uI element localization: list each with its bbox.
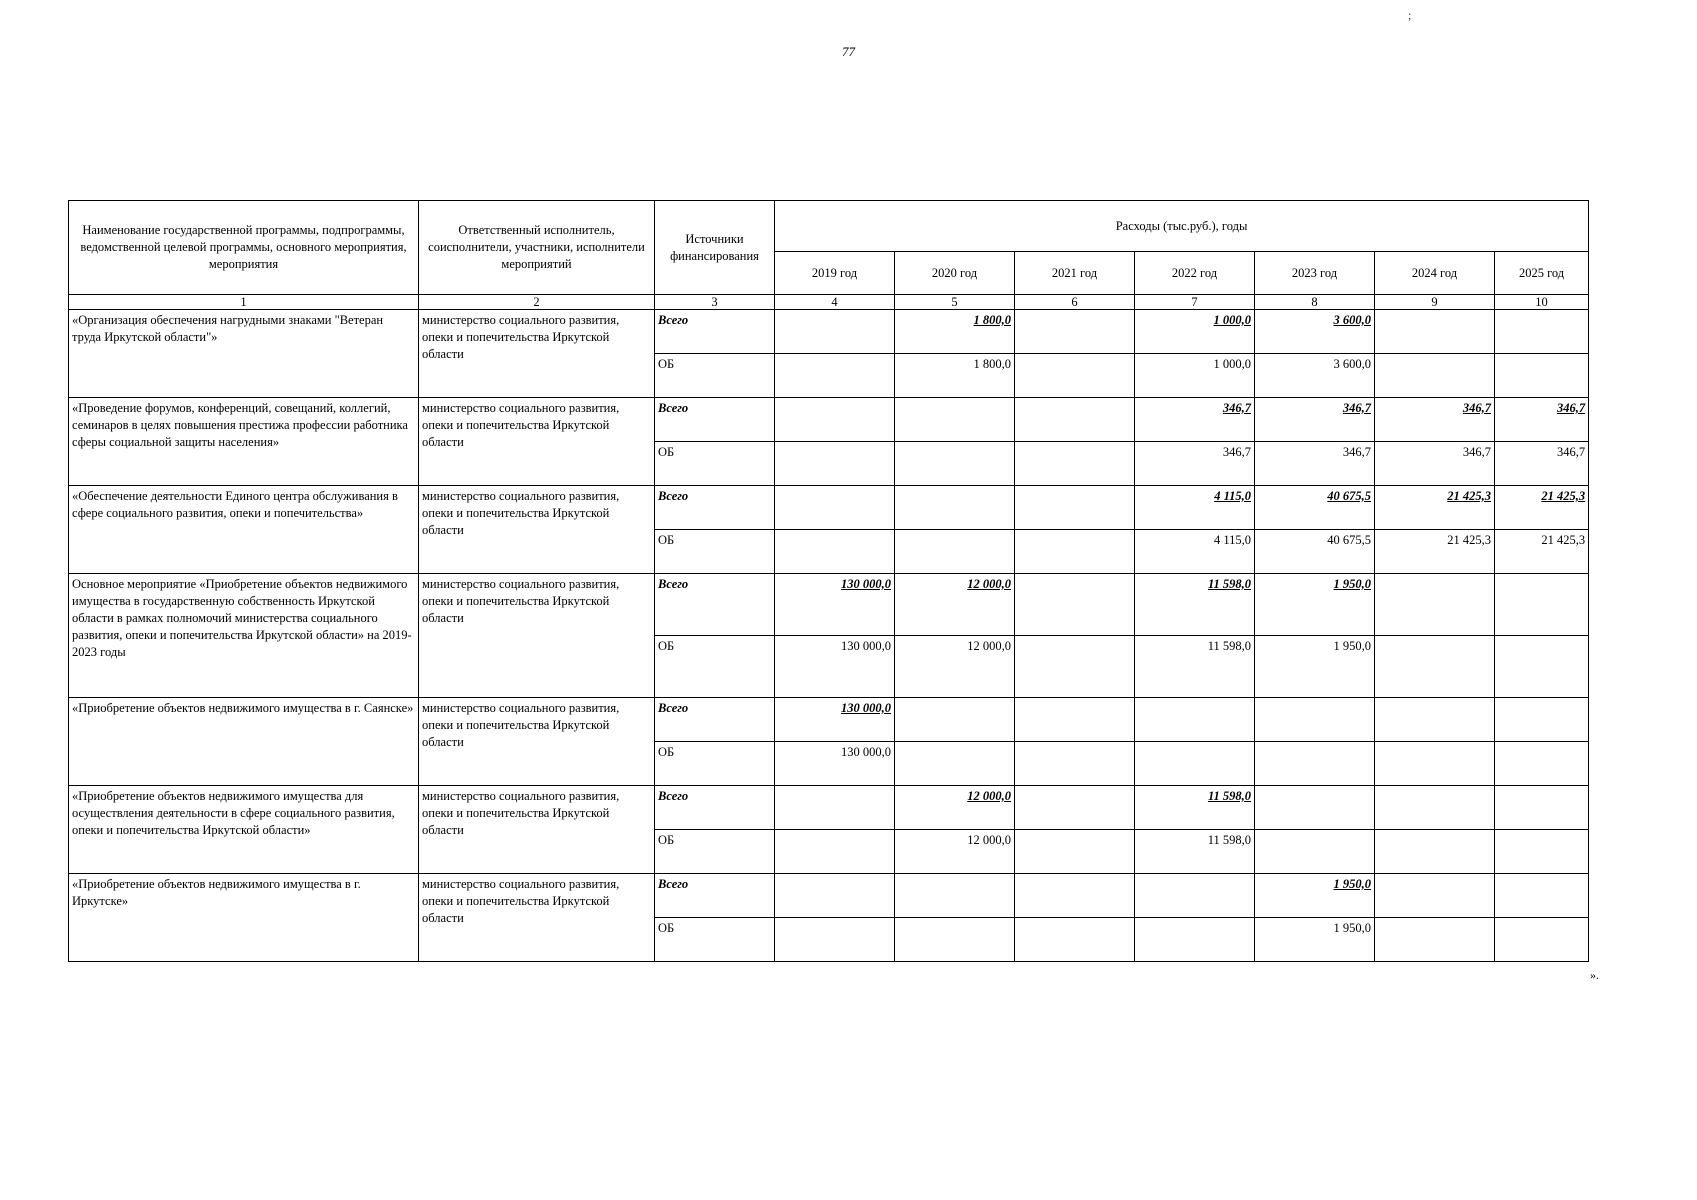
value-total [1015, 398, 1135, 442]
value-total [1375, 574, 1495, 636]
column-number: 6 [1015, 295, 1135, 310]
source-ob [655, 742, 775, 786]
value-total: 130 000,0 [775, 698, 895, 742]
value-ob [1375, 636, 1495, 698]
value-total: 1 950,0 [1255, 574, 1375, 636]
row-name: Основное мероприятие «Приобретение объектов недвижимого имущества в государственную собственность Иркутской области в рамках полномочий министерства социального развития, опеки и попечительства Иркутской области» на 2019-2023 годы [69, 574, 419, 698]
value-total [1135, 874, 1255, 918]
source-label: Всего [658, 701, 689, 715]
scan-speck: ; [1408, 8, 1412, 22]
value-total [1015, 310, 1135, 354]
column-number: 1 [69, 295, 419, 310]
value-total: 346,7 [1375, 398, 1495, 442]
column-number: 10 [1495, 295, 1589, 310]
header-year: 2025 год [1495, 252, 1589, 295]
value-ob: 130 000,0 [775, 742, 895, 786]
row-name: «Приобретение объектов недвижимого имущества в г. Иркутске» [69, 874, 419, 962]
value-total [1015, 874, 1135, 918]
value-ob: 40 675,5 [1255, 530, 1375, 574]
value-ob: 1 950,0 [1255, 918, 1375, 962]
value-ob [1015, 442, 1135, 486]
source-ob [655, 442, 775, 486]
source-total [655, 574, 775, 636]
value-total: 4 115,0 [1135, 486, 1255, 530]
column-number: 9 [1375, 295, 1495, 310]
source-label: Всего [658, 877, 689, 891]
row-name: «Обеспечение деятельности Единого центра обслуживания в сфере социального развития, опеки и попечительства» [69, 486, 419, 574]
column-number: 5 [895, 295, 1015, 310]
value-ob [895, 918, 1015, 962]
value-ob [1015, 830, 1135, 874]
value-ob [775, 442, 895, 486]
value-ob [1255, 742, 1375, 786]
source-ob [655, 830, 775, 874]
value-ob: 3 600,0 [1255, 354, 1375, 398]
value-ob [1375, 830, 1495, 874]
source-total [655, 398, 775, 442]
value-total [775, 310, 895, 354]
header-executor: Ответственный исполнитель, соисполнители, участники, исполнители мероприятий [419, 201, 655, 295]
value-ob: 12 000,0 [895, 830, 1015, 874]
value-total: 40 675,5 [1255, 486, 1375, 530]
value-total [1495, 310, 1589, 354]
source-label: Всего [658, 789, 689, 803]
value-ob: 346,7 [1495, 442, 1589, 486]
value-total [1495, 786, 1589, 830]
column-number: 8 [1255, 295, 1375, 310]
value-total [895, 698, 1015, 742]
value-ob: 11 598,0 [1135, 830, 1255, 874]
value-ob [775, 530, 895, 574]
source-total [655, 698, 775, 742]
row-name: «Приобретение объектов недвижимого имущества для осуществления деятельности в сфере социального развития, опеки и попечительства Иркутской области» [69, 786, 419, 874]
value-total: 346,7 [1255, 398, 1375, 442]
value-total [1375, 874, 1495, 918]
value-ob [1375, 742, 1495, 786]
source-total [655, 486, 775, 530]
value-total [1375, 698, 1495, 742]
row-name: «Приобретение объектов недвижимого имущества в г. Саянске» [69, 698, 419, 786]
value-total: 130 000,0 [775, 574, 895, 636]
value-ob [1375, 354, 1495, 398]
source-label: ОБ [658, 445, 675, 459]
value-ob: 346,7 [1135, 442, 1255, 486]
value-ob [1015, 742, 1135, 786]
value-ob [1495, 830, 1589, 874]
value-total: 21 425,3 [1375, 486, 1495, 530]
source-label: Всего [658, 489, 689, 503]
value-total [1255, 698, 1375, 742]
value-ob [895, 442, 1015, 486]
value-total [1015, 698, 1135, 742]
value-total: 3 600,0 [1255, 310, 1375, 354]
value-total: 346,7 [1135, 398, 1255, 442]
value-ob [1495, 918, 1589, 962]
value-total [1495, 698, 1589, 742]
value-ob [895, 530, 1015, 574]
column-number: 2 [419, 295, 655, 310]
value-total: 1 800,0 [895, 310, 1015, 354]
value-total [775, 874, 895, 918]
row-executor: министерство социального развития, опеки и попечительства Иркутской области [419, 310, 655, 398]
source-label: ОБ [658, 357, 675, 371]
column-number: 7 [1135, 295, 1255, 310]
value-total: 1 000,0 [1135, 310, 1255, 354]
row-executor: министерство социального развития, опеки и попечительства Иркутской области [419, 786, 655, 874]
column-number: 3 [655, 295, 775, 310]
value-total [1375, 310, 1495, 354]
source-label: Всего [658, 401, 689, 415]
header-year: 2021 год [1015, 252, 1135, 295]
value-ob: 11 598,0 [1135, 636, 1255, 698]
budget-table [68, 200, 1589, 962]
value-total: 11 598,0 [1135, 786, 1255, 830]
value-total [1015, 574, 1135, 636]
header-year: 2024 год [1375, 252, 1495, 295]
source-label: ОБ [658, 533, 675, 547]
value-ob [1495, 742, 1589, 786]
value-ob [775, 918, 895, 962]
value-total [895, 486, 1015, 530]
value-ob [1015, 530, 1135, 574]
row-name: «Организация обеспечения нагрудными знаками "Ветеран труда Иркутской области"» [69, 310, 419, 398]
source-label: ОБ [658, 921, 675, 935]
value-total [1375, 786, 1495, 830]
value-ob: 21 425,3 [1495, 530, 1589, 574]
row-executor: министерство социального развития, опеки и попечительства Иркутской области [419, 874, 655, 962]
value-total [1015, 486, 1135, 530]
value-total [1015, 786, 1135, 830]
header-expenses: Расходы (тыс.руб.), годы [775, 201, 1589, 252]
value-ob [1495, 354, 1589, 398]
value-ob: 346,7 [1375, 442, 1495, 486]
value-ob [895, 742, 1015, 786]
value-total: 21 425,3 [1495, 486, 1589, 530]
source-total [655, 874, 775, 918]
source-ob [655, 530, 775, 574]
source-ob [655, 354, 775, 398]
header-name: Наименование государственной программы, подпрограммы, ведомственной целевой программы, основного мероприятия, мероприятия [69, 201, 419, 295]
value-ob [775, 354, 895, 398]
header-year: 2020 год [895, 252, 1015, 295]
source-total [655, 310, 775, 354]
value-ob: 12 000,0 [895, 636, 1015, 698]
value-total [895, 874, 1015, 918]
value-ob: 1 950,0 [1255, 636, 1375, 698]
source-label: ОБ [658, 745, 675, 759]
value-total [1255, 786, 1375, 830]
value-ob: 1 000,0 [1135, 354, 1255, 398]
source-label: Всего [658, 313, 689, 327]
value-total [775, 786, 895, 830]
value-ob [1255, 830, 1375, 874]
value-ob: 21 425,3 [1375, 530, 1495, 574]
row-executor: министерство социального развития, опеки и попечительства Иркутской области [419, 486, 655, 574]
value-total [1135, 698, 1255, 742]
value-total: 11 598,0 [1135, 574, 1255, 636]
value-ob: 4 115,0 [1135, 530, 1255, 574]
value-total: 12 000,0 [895, 574, 1015, 636]
column-number: 4 [775, 295, 895, 310]
value-ob [1495, 636, 1589, 698]
source-label: Всего [658, 577, 689, 591]
value-ob [1015, 354, 1135, 398]
header-source: Источники финансирования [655, 201, 775, 295]
source-ob [655, 636, 775, 698]
header-year: 2022 год [1135, 252, 1255, 295]
header-year: 2019 год [775, 252, 895, 295]
value-ob: 346,7 [1255, 442, 1375, 486]
row-executor: министерство социального развития, опеки и попечительства Иркутской области [419, 698, 655, 786]
source-label: ОБ [658, 639, 675, 653]
value-total [1495, 574, 1589, 636]
value-total: 346,7 [1495, 398, 1589, 442]
header-year: 2023 год [1255, 252, 1375, 295]
value-ob [775, 830, 895, 874]
value-ob [1135, 918, 1255, 962]
row-name: «Проведение форумов, конференций, совещаний, коллегий, семинаров в целях повышения престижа профессии работника сферы социальной защиты населения» [69, 398, 419, 486]
value-ob [1135, 742, 1255, 786]
source-ob [655, 918, 775, 962]
value-ob: 1 800,0 [895, 354, 1015, 398]
value-total [775, 486, 895, 530]
source-total [655, 786, 775, 830]
value-total: 12 000,0 [895, 786, 1015, 830]
value-ob: 130 000,0 [775, 636, 895, 698]
value-ob [1375, 918, 1495, 962]
end-mark: ». [1590, 968, 1599, 982]
value-total [895, 398, 1015, 442]
value-total [1495, 874, 1589, 918]
source-label: ОБ [658, 833, 675, 847]
row-executor: министерство социального развития, опеки и попечительства Иркутской области [419, 574, 655, 698]
value-total [775, 398, 895, 442]
row-executor: министерство социального развития, опеки и попечительства Иркутской области [419, 398, 655, 486]
page-number: 77 [842, 44, 855, 59]
value-ob [1015, 636, 1135, 698]
value-ob [1015, 918, 1135, 962]
value-total: 1 950,0 [1255, 874, 1375, 918]
